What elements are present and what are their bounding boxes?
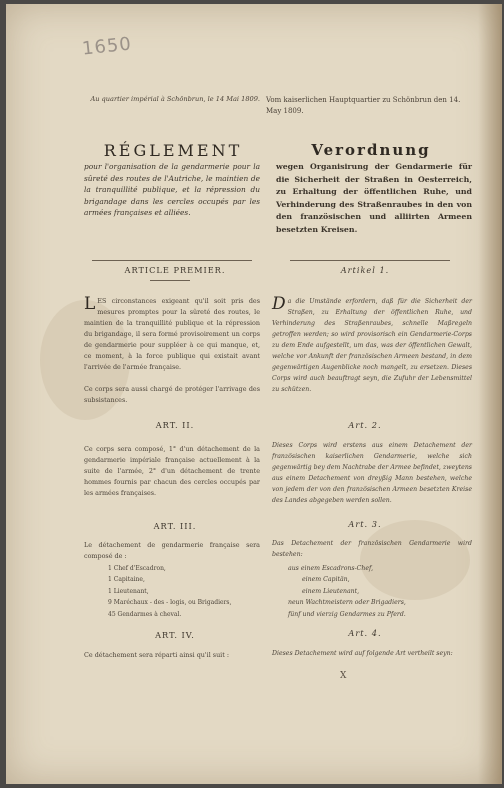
article-1-text-fr-2: Ce corps sera aussi chargé de protéger l'arrivage des subsistances. <box>84 385 260 404</box>
article-1-heading-de: Artikel 1. <box>340 265 390 275</box>
subtitle-de: wegen Organisirung der Gendarmerie für die Sicherheit der Straßen in Oesterreich, zu Erhaltung der öffentlichen Ruhe, und Verhinderung des Straßenraubes in den von den französischen und alliirten Armeen besetzten Kreisen. <box>276 162 472 234</box>
dateline-fr: Au quartier impérial à Schönbrun, le 14 Mai 1809. <box>90 95 260 103</box>
article-2-text-de: Dieses Corps wird erstens aus einem Detachement der französischen kaiserlichen Gendarmerie, welche sich gegenwärtig bey dem Nachtrabe der Armee befindet, zweytens aus einem Detachement von dreyßig Mann bestehen, welche von jedem der von den französischen Armeen besetzten Kreise des Landes abgegeben werden sollen. <box>272 442 472 504</box>
article-1-text-fr <box>84 296 260 373</box>
article-1-body-fr: ES circonstances exigeant qu'il soit pris des mesures promptes pour la sûreté des routes, le maintien de la tranquillité publique et la répression du brigandage, il sera formé provisoirement un corps de gendarmerie pour suppléer à ce qui manque, et, ce moment, à la force publique qui existait avant l'arrivée de l'armée française. <box>84 297 260 371</box>
article-2-heading-fr: ART. II. <box>155 420 195 430</box>
article-3-text-fr: Le détachement de gendarmerie française sera composé de : <box>84 541 260 560</box>
article-2-text-fr: Ce corps sera composé, 1° d'un détachement de la gendarmerie impériale française actuellement à la suite de l'armée, 2° d'un détachement de trente hommes fournis par chacun des cercles occupés par les armées françaises. <box>84 445 260 497</box>
catchword-mark: X <box>340 671 347 681</box>
list-item: einem Capitän, <box>302 576 350 584</box>
title-de: Verordnung <box>311 141 431 159</box>
article-3-text-de: Das Detachement der französischen Gendarmerie wird bestehen: <box>272 540 472 558</box>
divider-rule <box>290 260 450 261</box>
list-item: aus einem Escadrons-Chef, <box>288 565 374 572</box>
list-item: 45 Gendarmes à cheval. <box>108 610 182 618</box>
pencil-catalog-number: 1650 <box>81 33 133 60</box>
list-item: fünf und vierzig Gendarmes zu Pferd. <box>288 610 406 618</box>
title-fr: RÉGLEMENT <box>103 141 243 160</box>
composition-list-fr <box>108 563 258 620</box>
article-4-text-de: Dieses Detachement wird auf folgende Art vertheilt seyn: <box>272 650 453 657</box>
drop-cap: D <box>272 294 286 314</box>
article-1-text-de <box>272 296 472 395</box>
article-3-heading-de: Art. 3. <box>348 519 382 529</box>
list-item: 1 Chef d'Escadron, <box>108 565 166 572</box>
list-item: 1 Capitaine, <box>108 576 145 584</box>
article-2-heading-de: Art. 2. <box>348 420 382 430</box>
article-1-body-de: a die Umstände erfordern, daß für die Sicherheit der Straßen, zu Erhaltung der öffentlichen Ruhe, und Verhinderung des Straßenraubes, schnelle Maßregeln getroffen werden; so wird provisorisch ein Gendarmerie-Corps zu dem Ende aufgestellt, um das, was der öffentlichen Gewalt, welche vor Ankunft der französischen Armeen bestand, in dem gegenwärtigen Augenblicke noch mangelt, zu ersetzen. Dieses Corps wird auch beauftragt seyn, die Zufuhr der Lebensmittel zu schützen. <box>272 298 472 393</box>
composition-list-de <box>288 563 458 620</box>
divider-rule <box>92 260 252 261</box>
list-item: einem Lieutenant, <box>302 587 360 595</box>
article-4-heading-de: Art. 4. <box>348 628 382 638</box>
article-3-heading-fr: ART. III. <box>153 521 197 531</box>
divider-rule <box>150 280 190 281</box>
list-item: 9 Maréchaux - des - logis, ou Brigadiers, <box>108 599 232 607</box>
list-item: neun Wachtmeistern oder Brigadiers, <box>288 599 406 607</box>
list-item: 1 Lieutenant, <box>108 587 149 595</box>
drop-cap: L <box>84 294 96 314</box>
subtitle-fr: pour l'organisation de la gendarmerie pour la sûreté des routes de l'Autriche, le maintien de la tranquillité publique, et la répression du brigandage dans les cercles occupés par les armées françaises et alliées. <box>84 162 260 218</box>
article-4-heading-fr: ART. IV. <box>155 630 195 640</box>
paper-edge-shadow <box>478 4 500 784</box>
dateline-de: Vom kaiserlichen Hauptquartier zu Schönbrun den 14. May 1809. <box>266 96 461 115</box>
article-1-heading-fr: ARTICLE PREMIER. <box>124 265 226 275</box>
article-4-text-fr: Ce détachement sera réparti ainsi qu'il suit : <box>84 651 229 659</box>
